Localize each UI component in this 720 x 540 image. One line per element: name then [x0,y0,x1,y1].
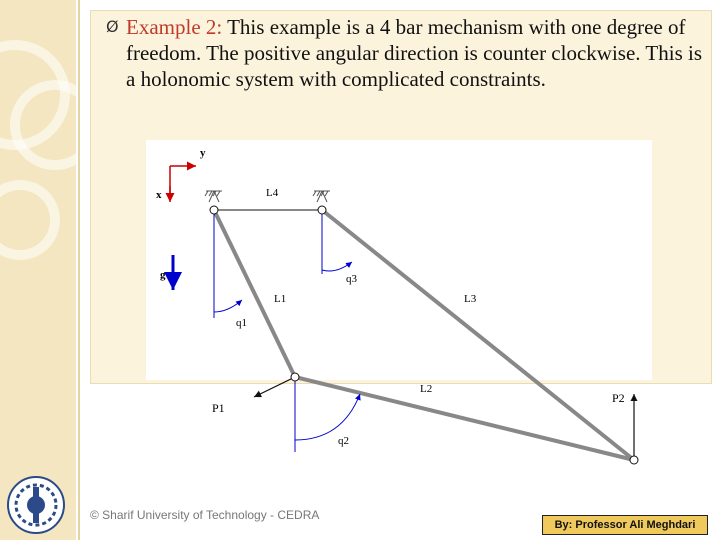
decorative-ring [0,180,60,260]
link-L3-label: L3 [464,293,477,305]
slide-body-text [126,14,711,92]
university-logo [6,475,66,535]
ground-support-left [205,191,222,202]
angle-label-q1: q1 [236,317,247,329]
x-axis-label: x [156,189,162,201]
copyright-text: © Sharif University of Technology - CEDRA [90,508,320,522]
sidebar-divider [78,0,80,540]
link-L2-label: L2 [420,383,433,395]
angle-label-q3: q3 [346,273,357,285]
force-label-P2: P2 [612,391,625,405]
joint-middle [291,373,299,381]
joint-ground-left [210,206,218,214]
link-L4-label: L4 [266,187,279,199]
gravity-label: g [160,269,166,281]
force-label-P1: P1 [212,401,225,415]
angle-label-q2: q2 [338,435,349,447]
example-label: Example 2: [126,15,223,39]
author-badge: By: Professor Ali Meghdari [542,515,708,535]
angle-arc-q3 [322,262,352,271]
angle-arc-q2 [295,394,360,440]
link-L1-label: L1 [274,293,287,305]
force-arrow-P1 [254,377,295,397]
mechanism-diagram [146,140,652,470]
example-description: This example is a 4 bar mechanism with one degree of freedom. The positive angular direction is counter clockwise. This is a holonomic system with complicated constraints. [126,15,702,91]
y-axis-label: y [200,147,206,159]
joint-end [630,456,638,464]
angle-arc-q1 [214,300,242,312]
decorative-sidebar [0,0,76,540]
four-bar-mechanism-figure [146,140,652,447]
joint-ground-right [318,206,326,214]
bullet-arrow-icon: Ø [106,17,119,36]
ground-support-right [313,191,330,202]
